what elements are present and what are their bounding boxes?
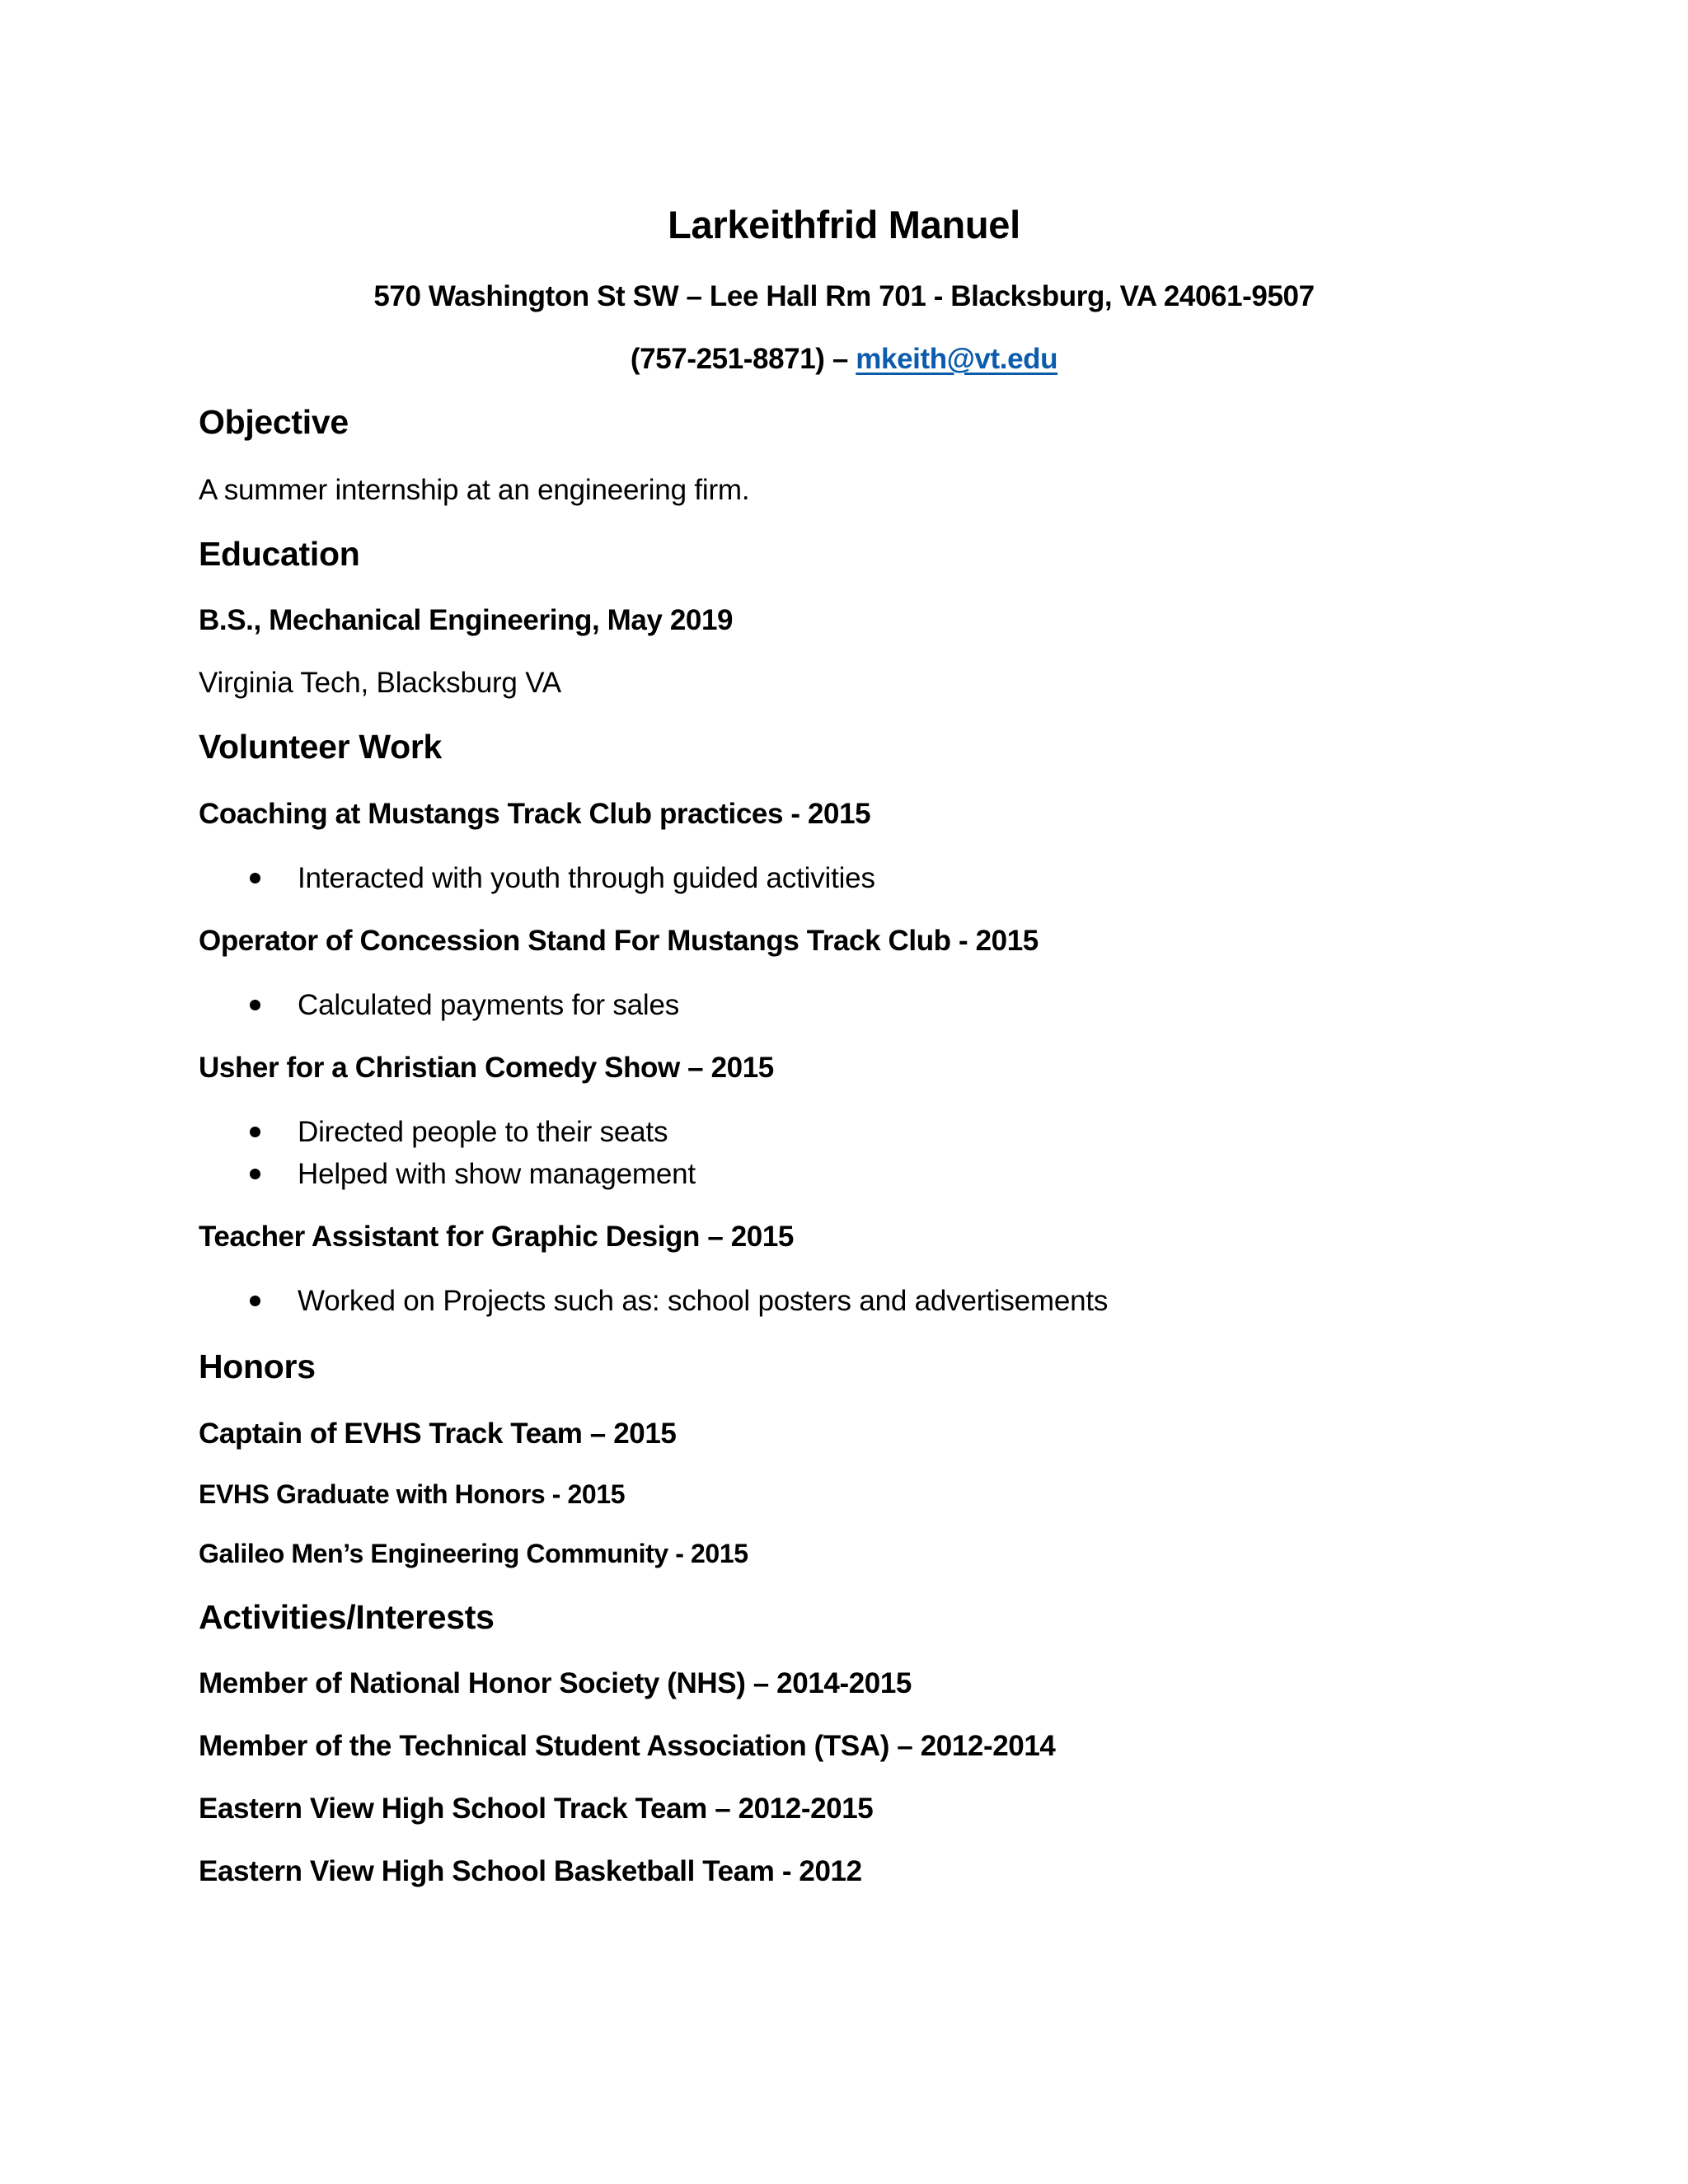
honor-item: EVHS Graduate with Honors - 2015 (199, 1479, 626, 1509)
applicant-name: Larkeithfrid Manuel (668, 203, 1020, 246)
contact-line (0, 341, 1688, 377)
volunteer-entry-title: Coaching at Mustangs Track Club practices - 2015 (199, 798, 871, 830)
bullet-icon (250, 1000, 260, 1010)
volunteer-heading: Volunteer Work (199, 728, 442, 766)
list-item-text: Helped with show management (298, 1158, 696, 1190)
bullet-icon (250, 1169, 260, 1179)
education-heading: Education (199, 535, 360, 573)
honor-item: Galileo Men’s Engineering Community - 2015 (199, 1539, 748, 1568)
activities-heading: Activities/Interests (199, 1598, 495, 1636)
honors-heading: Honors (199, 1347, 316, 1385)
volunteer-entry-title: Teacher Assistant for Graphic Design – 2015 (199, 1221, 794, 1253)
list-item-text: Worked on Projects such as: school posters and advertisements (298, 1285, 1109, 1317)
education-school: Virginia Tech, Blacksburg VA (199, 667, 561, 699)
objective-heading: Objective (199, 403, 349, 441)
activity-item: Member of the Technical Student Association (TSA) – 2012-2014 (199, 1730, 1056, 1762)
phone-number: (757-251-8871) – (630, 343, 856, 375)
honor-item: Captain of EVHS Track Team – 2015 (199, 1418, 677, 1450)
bullet-icon (250, 873, 260, 883)
volunteer-entry-title: Usher for a Christian Comedy Show – 2015 (199, 1052, 774, 1084)
objective-text: A summer internship at an engineering firm. (199, 474, 750, 506)
education-degree: B.S., Mechanical Engineering, May 2019 (199, 604, 734, 636)
list-item-text: Calculated payments for sales (298, 989, 680, 1021)
list-item-text: Directed people to their seats (298, 1116, 668, 1148)
activity-item: Member of National Honor Society (NHS) – 2014-2015 (199, 1667, 912, 1699)
activity-item: Eastern View High School Basketball Team - 2012 (199, 1855, 862, 1887)
activity-item: Eastern View High School Track Team – 2012-2015 (199, 1793, 874, 1825)
list-item-text: Interacted with youth through guided activities (298, 862, 875, 894)
bullet-icon (250, 1127, 260, 1137)
email-link[interactable]: mkeith@vt.edu (856, 343, 1058, 375)
mailing-address: 570 Washington St SW – Lee Hall Rm 701 - Blacksburg, VA 24061-9507 (373, 280, 1315, 312)
bullet-icon (250, 1296, 260, 1306)
volunteer-entry-title: Operator of Concession Stand For Mustangs Track Club - 2015 (199, 925, 1039, 957)
